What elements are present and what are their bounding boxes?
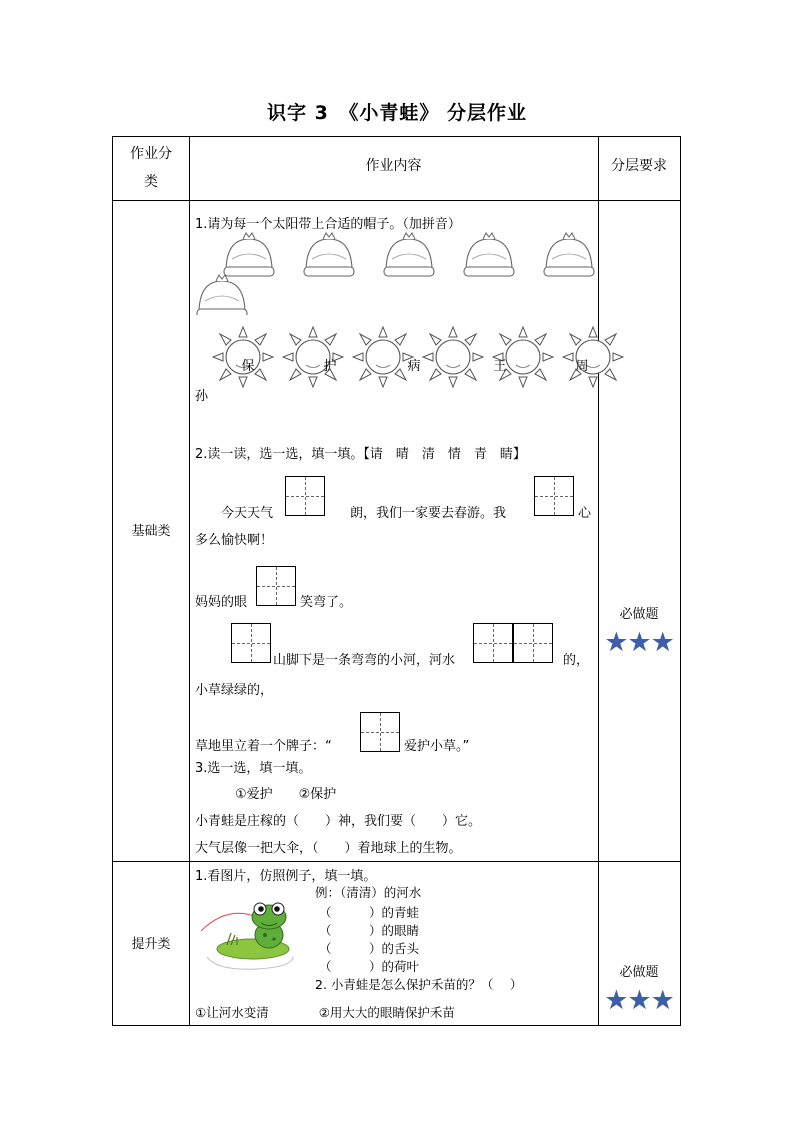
sun-icon (423, 327, 483, 387)
header-content: 作业内容 (365, 158, 422, 174)
writing-grid[interactable] (534, 476, 574, 516)
fill-item: （ ）的舌头 (319, 941, 420, 956)
q3-options: ①爱护 ②保护 (235, 787, 337, 802)
hat-icon (384, 233, 434, 276)
column-divider (598, 137, 599, 1025)
homework-table: 作业分 类 作业内容 分层要求 基础类 1.请为每一个太阳带上合适的帽子。（加拼音） 保 护 病 王 周 孙 2.读一读，选一选，填一填。【请 晴 清 情 青 睛】 今天天气 朗，我们一家要去春游。我 心 多么愉快啊！ 妈妈的眼 笑弯了。 山脚下是一条弯弯的小河，河水 的， 小草绿绿的， 草地里立着一个牌子：“ 爱护小草。” 3.选一选，填一填。 ①爱护 ②保护 小青蛙是庄稼的（ ）神，我们要（ ）它。 大气层像一把大伞，（ ）着地球上的生物。 必做题 ★★★ 提升类 1.看图片，仿照例子，填一填。 例：（清清）的河水 （ ）的青蛙 （ ）的眼睛 （ ）的舌头 （ ）的荷叶 2. 小青蛙是怎么保护禾苗的？（ ） ①让河水变清 ②用大大的眼睛保护禾苗 必做题 ★★★ (112, 136, 681, 1026)
sun-char: 周 (575, 359, 589, 374)
star-rating: ★★★ (604, 985, 674, 1016)
sun-char: 保 (241, 359, 255, 374)
page-title: 识字 3 《小青蛙》 分层作业 (267, 102, 527, 124)
category-advanced: 提升类 (131, 937, 171, 952)
writing-grid[interactable] (256, 566, 296, 606)
fill-item: （ ）的眼睛 (319, 923, 420, 938)
star-rating: ★★★ (604, 627, 674, 658)
sun-trail-char: 孙 (195, 389, 209, 404)
advanced-question-2: 2. 小青蛙是怎么保护禾苗的？（ ） (315, 977, 523, 992)
writing-grid[interactable] (360, 712, 400, 752)
fill-item: （ ）的荷叶 (319, 959, 420, 974)
writing-grid[interactable] (513, 623, 553, 663)
column-divider (189, 137, 190, 1025)
writing-grid[interactable] (473, 623, 513, 663)
sun-char: 病 (407, 359, 421, 374)
example-line: 例：（清清）的河水 (315, 885, 422, 900)
writing-grid[interactable] (231, 623, 271, 663)
sun-char: 护 (323, 359, 337, 374)
hat-icon (224, 233, 274, 276)
question-3: 3.选一选，填一填。 (195, 761, 312, 776)
question-1: 1.请为每一个太阳带上合适的帽子。（加拼音） (195, 217, 461, 232)
header-category: 作业分 类 (130, 146, 172, 190)
header-requirement: 分层要求 (611, 158, 667, 174)
row-divider (113, 200, 680, 201)
requirement-advanced: 必做题 (619, 965, 659, 980)
frog-illustration (197, 887, 307, 972)
fill-item: （ ）的青蛙 (319, 905, 420, 920)
row-divider (113, 861, 680, 862)
sun-char: 王 (493, 359, 507, 374)
requirement-basic: 必做题 (619, 607, 659, 622)
hat-icon (197, 275, 247, 315)
q2-options: ①让河水变清 ②用大大的眼睛保护禾苗 (195, 1005, 455, 1020)
hat-icon (464, 233, 514, 276)
question-2: 2.读一读，选一选，填一填。【请 晴 清 情 青 睛】 (195, 447, 526, 462)
writing-grid[interactable] (285, 476, 325, 516)
hats-illustration (195, 229, 595, 315)
advanced-question-1: 1.看图片，仿照例子，填一填。 (195, 869, 377, 884)
hat-icon (544, 233, 594, 276)
category-basic: 基础类 (131, 524, 171, 539)
hat-icon (304, 233, 354, 276)
